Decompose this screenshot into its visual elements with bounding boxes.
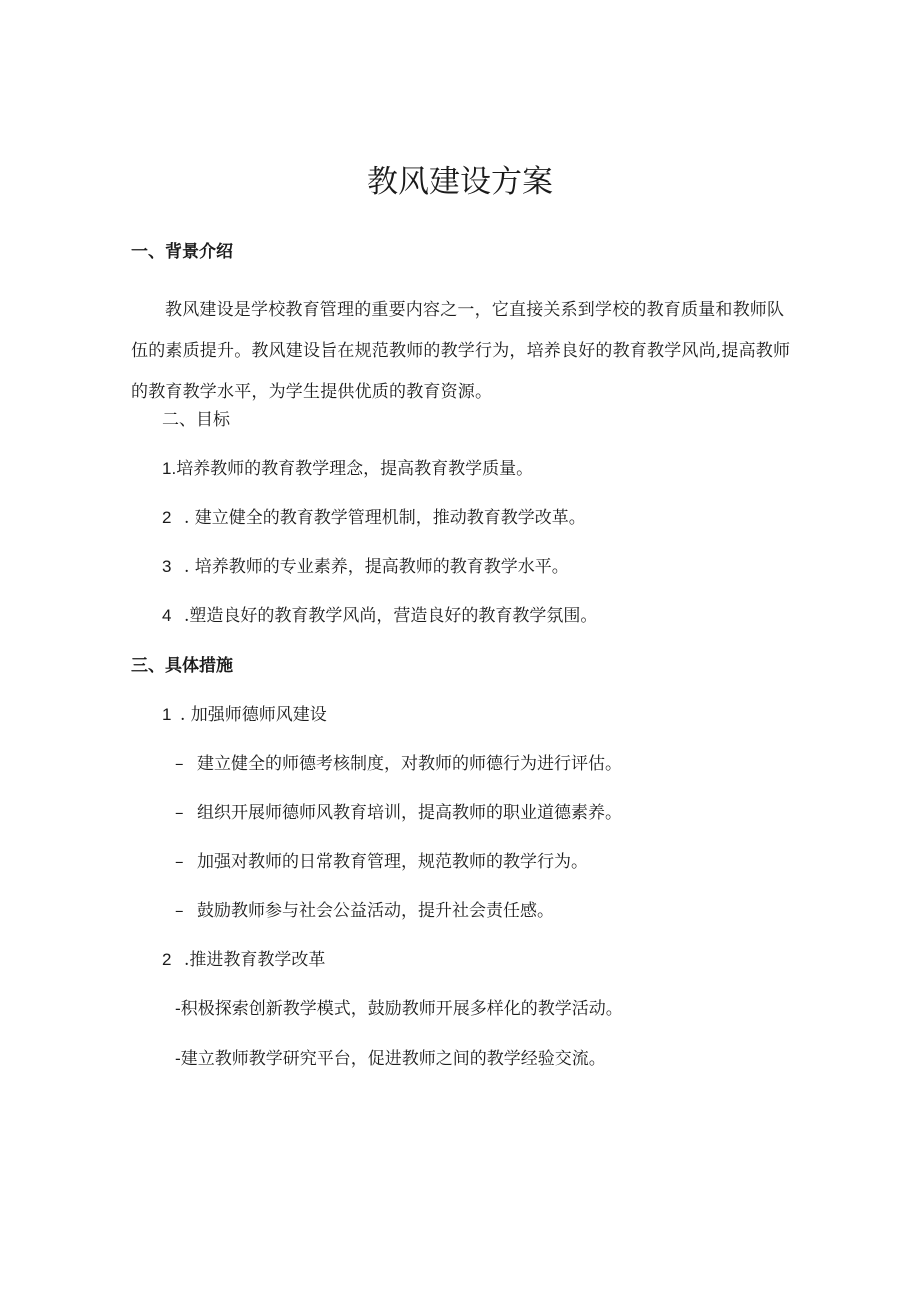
goal-item-number: 2 xyxy=(162,508,172,527)
goal-item-number: 4 xyxy=(162,606,172,625)
measure-subheading xyxy=(162,950,325,970)
measure-item: – 建立健全的师德考核制度，对教师的师德行为进行评估。 xyxy=(175,754,622,774)
goal-item xyxy=(162,606,597,626)
goal-item xyxy=(162,557,569,577)
measure-subheading-text: . 加强师德师风建设 xyxy=(180,705,327,725)
measure-item-text: -建立教师教学研究平台，促进教师之间的教学经验交流。 xyxy=(175,1049,606,1069)
goal-item-text: . 培养教师的专业素养，提高教师的教育教学水平。 xyxy=(184,557,569,577)
measure-item: – 鼓励教师参与社会公益活动，提升社会责任感。 xyxy=(175,901,554,921)
section-heading-goals: 二、目标 xyxy=(162,410,230,430)
measure-item-text: 建立健全的师德考核制度，对教师的师德行为进行评估。 xyxy=(197,754,622,774)
measure-item-text: -积极探索创新教学模式，鼓励教师开展多样化的教学活动。 xyxy=(175,999,623,1019)
goal-item-text: .塑造良好的教育教学风尚，营造良好的教育教学氛围。 xyxy=(184,606,598,626)
goal-item-number: 1. xyxy=(162,459,177,478)
goal-item-text: . 建立健全的教育教学管理机制，推动教育教学改革。 xyxy=(184,508,586,528)
section-heading-background: 一、背景介绍 xyxy=(131,242,233,262)
measure-subheading-number: 2 xyxy=(162,950,172,969)
goal-item xyxy=(162,508,586,528)
document-title: 教风建设方案 xyxy=(367,164,553,200)
measure-item: – 组织开展师德师风教育培训，提高教师的职业道德素养。 xyxy=(175,803,622,823)
measure-subheading-text: .推进教育教学改革 xyxy=(184,950,326,970)
background-paragraph: 教风建设是学校教育管理的重要内容之一，它直接关系到学校的教育质量和教师队伍的素质提升。教风建设旨在规范教师的教学行为，培养良好的教育教学风尚,提高教师的教育教学水平，为学生提供优质的教育资源。 xyxy=(131,300,791,402)
measure-item: – 加强对教师的日常教育管理，规范教师的教学行为。 xyxy=(175,852,588,872)
measure-subheading xyxy=(162,705,327,725)
goal-item xyxy=(162,459,533,479)
measure-item xyxy=(175,1049,606,1069)
measure-item-text: 组织开展师德师风教育培训，提高教师的职业道德素养。 xyxy=(197,803,622,823)
measure-item-text: 加强对教师的日常教育管理，规范教师的教学行为。 xyxy=(197,852,588,872)
measure-item xyxy=(175,999,623,1019)
section-heading-measures: 三、具体措施 xyxy=(131,656,233,676)
measure-subheading-number: 1 xyxy=(162,705,172,724)
goal-item-text: 培养教师的教育教学理念，提高教育教学质量。 xyxy=(176,459,534,479)
goal-item-number: 3 xyxy=(162,557,172,576)
measure-item-text: 鼓励教师参与社会公益活动，提升社会责任感。 xyxy=(197,901,554,921)
